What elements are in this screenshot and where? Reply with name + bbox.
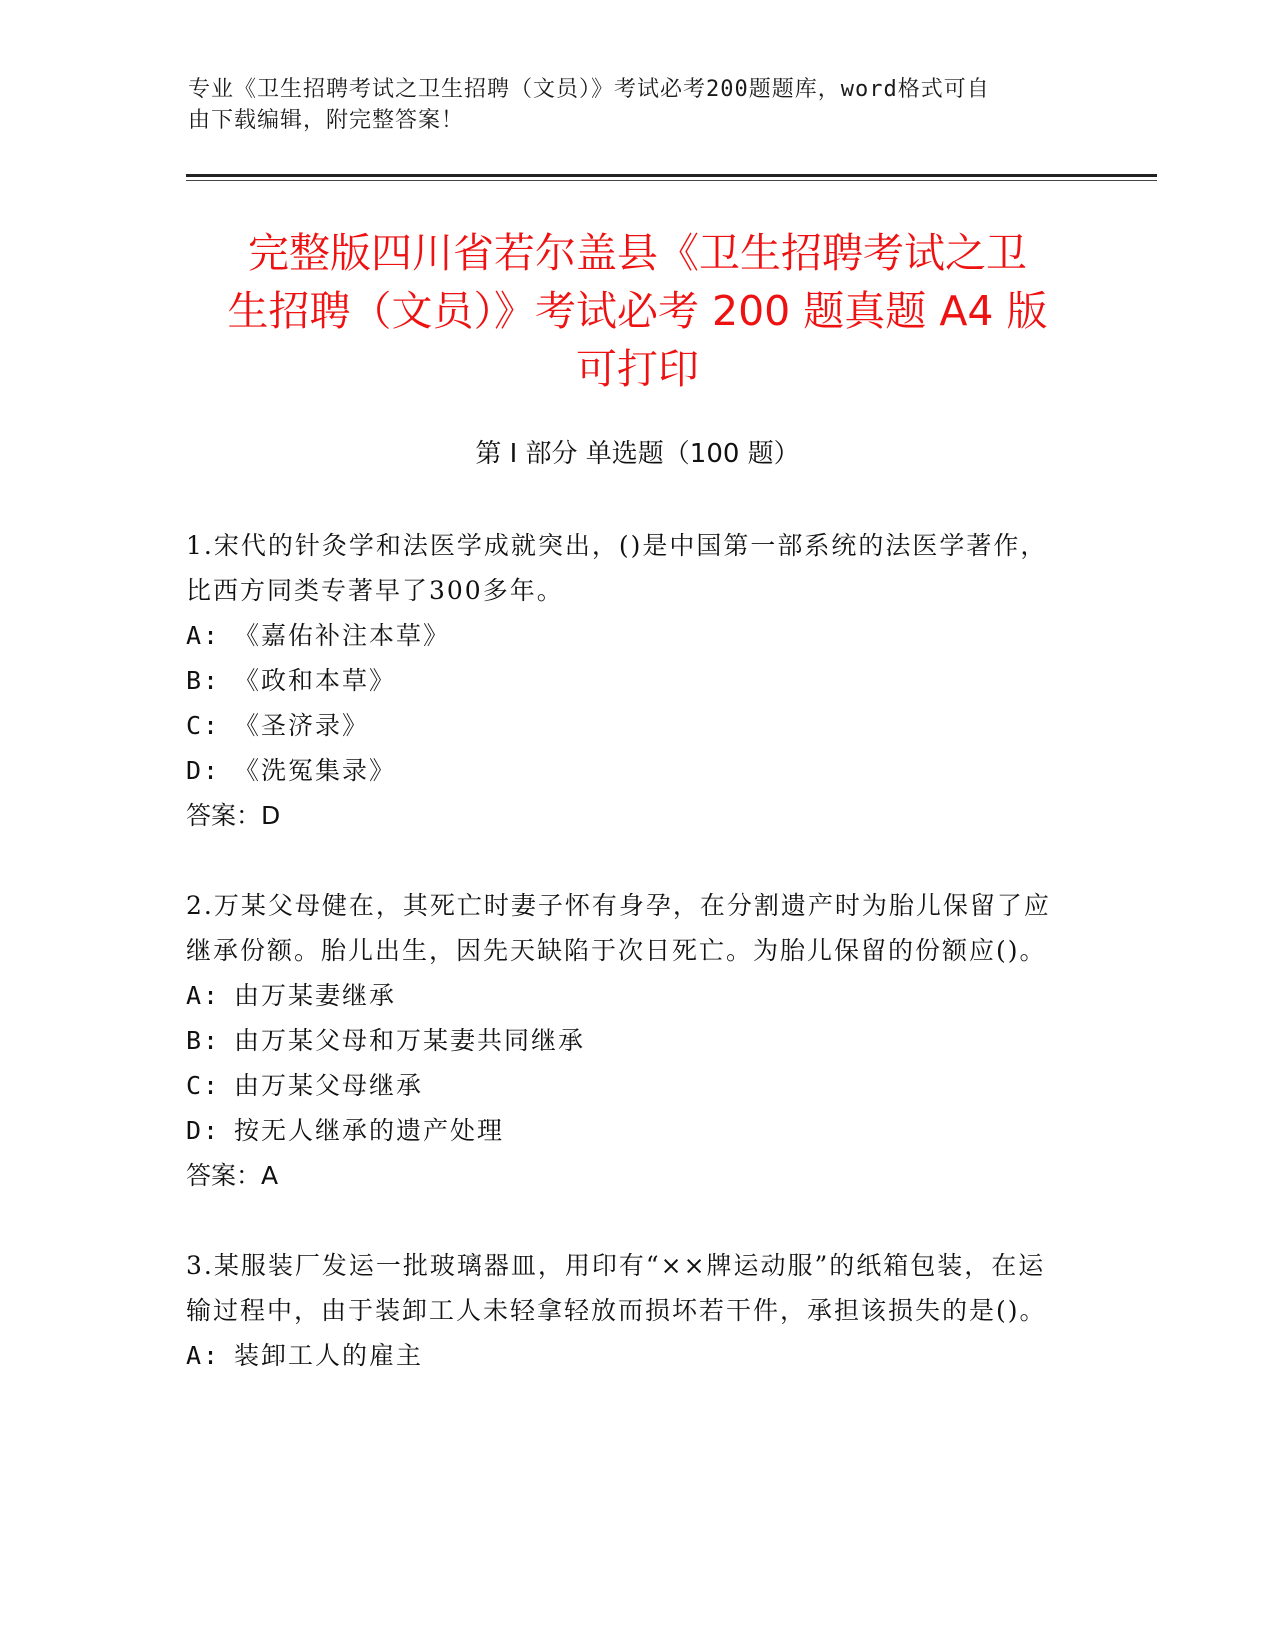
- question-2: [186, 883, 1066, 1198]
- option-text: 装卸工人的雇主: [234, 1341, 424, 1370]
- option-text: 《圣济录》: [234, 711, 370, 740]
- header-note: [188, 74, 1068, 136]
- header-divider-thin: [186, 180, 1157, 181]
- option-letter: A:: [186, 981, 221, 1010]
- question-option-a: [186, 613, 1066, 658]
- question-stem: 1.宋代的针灸学和法医学成就突出，()是中国第一部系统的法医学著作，比西方同类专著早了300多年。: [186, 531, 1048, 605]
- option-letter: C:: [186, 711, 221, 740]
- option-text: 由万某父母继承: [234, 1071, 424, 1100]
- question-option-b: [186, 658, 1066, 703]
- header-note-line-2: 由下载编辑，附完整答案！: [188, 108, 465, 133]
- question-1: [186, 523, 1066, 838]
- option-text: 按无人继承的遗产处理: [234, 1116, 505, 1145]
- option-letter: D:: [186, 756, 221, 785]
- question-answer: 答案：D: [186, 801, 281, 830]
- option-letter: A:: [186, 621, 221, 650]
- option-text: 《嘉佑补注本草》: [234, 621, 451, 650]
- question-option-a: [186, 973, 1066, 1018]
- option-letter: D:: [186, 1116, 221, 1145]
- option-letter: B:: [186, 666, 221, 695]
- question-list: [186, 523, 1066, 1423]
- question-option-d: [186, 1108, 1066, 1153]
- option-text: 《政和本草》: [234, 666, 397, 695]
- question-3: [186, 1243, 1066, 1378]
- question-option-d: [186, 748, 1066, 793]
- question-answer: 答案：A: [186, 1161, 279, 1190]
- question-stem: 3.某服装厂发运一批玻璃器皿，用印有“××牌运动服”的纸箱包装，在运输过程中，由于装卸工人未轻拿轻放而损坏若干件，承担该损失的是()。: [186, 1251, 1047, 1325]
- header-note-line-1: 专业《卫生招聘考试之卫生招聘（文员）》考试必考200题题库，word格式可自: [188, 77, 990, 102]
- option-text: 由万某父母和万某妻共同继承: [234, 1026, 586, 1055]
- document-title-line-3: 可打印: [576, 345, 699, 393]
- question-option-b: [186, 1018, 1066, 1063]
- header-divider-thick: [186, 174, 1157, 177]
- option-letter: A:: [186, 1341, 221, 1370]
- document-title: [170, 224, 1105, 398]
- question-option-a: [186, 1333, 1066, 1378]
- document-title-line-2: 生招聘（文员）》考试必考 200 题真题 A4 版: [227, 287, 1048, 335]
- section-title: 第 I 部分 单选题（100 题）: [475, 439, 800, 469]
- question-stem: 2.万某父母健在，其死亡时妻子怀有身孕，在分割遗产时为胎儿保留了应继承份额。胎儿出生，因先天缺陷于次日死亡。为胎儿保留的份额应()。: [186, 891, 1051, 965]
- option-letter: B:: [186, 1026, 221, 1055]
- document-title-line-1: 完整版四川省若尔盖县《卫生招聘考试之卫: [248, 229, 1027, 277]
- option-text: 由万某妻继承: [234, 981, 397, 1010]
- question-option-c: [186, 703, 1066, 748]
- option-letter: C:: [186, 1071, 221, 1100]
- question-option-c: [186, 1063, 1066, 1108]
- option-text: 《洗冤集录》: [234, 756, 397, 785]
